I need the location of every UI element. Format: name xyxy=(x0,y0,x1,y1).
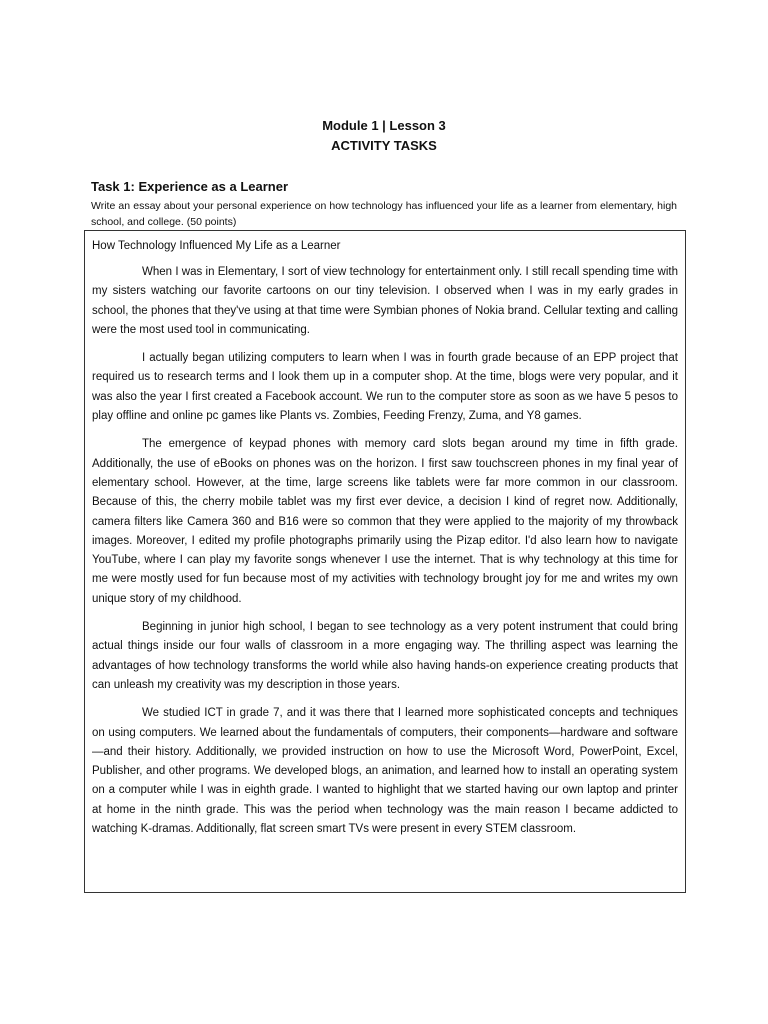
document-header xyxy=(0,116,768,156)
task-section xyxy=(91,179,677,230)
essay-paragraph-4: Beginning in junior high school, I began to see technology as a very potent instrument that could bring actual things inside our four walls of classroom in a more engaging way. The thrilling aspect was learning the advantages of how technology transforms the world while also having hands-on experience creating products that can unleash my creativity was my description in those years. xyxy=(92,621,678,691)
essay-paragraph-2: I actually began utilizing computers to learn when I was in fourth grade because of an EPP project that required us to research terms and I look them up in a computer shop. At the time, blogs were very popular, and it was also the year I first created a Facebook account. We run to the computer store as soon as we have 5 pesos to play offline and online pc games like Plants vs. Zombies, Feeding Frenzy, Zuma, and Y8 games. xyxy=(92,352,678,423)
module-lesson-heading: Module 1 | Lesson 3 xyxy=(322,118,446,133)
essay-title: How Technology Influenced My Life as a Learner xyxy=(92,240,341,252)
essay-box xyxy=(84,230,686,893)
essay-paragraph-1: When I was in Elementary, I sort of view technology for entertainment only. I still recall spending time with my sisters watching our favorite cartoons on our tiny television. I observed when I was in my early grades in school, the phones that they've using at that time were Symbian phones of Nokia brand. Cellular texting and calling were the most used tool in communicating. xyxy=(92,266,678,336)
task-title: Task 1: Experience as a Learner xyxy=(91,179,289,194)
task-instructions: Write an essay about your personal experience on how technology has influenced your life as a learner from elementary, high school, and college. (50 points) xyxy=(91,200,677,228)
essay-paragraph-3: The emergence of keypad phones with memory card slots began around my time in fifth grade. Additionally, the use of eBooks on phones was on the horizon. I first saw touchscreen phones in my final year of elementary school. However, at the time, large screens like tablets were far more common in our classroom. Because of this, the cherry mobile tablet was my first ever device, a decision I kind of regret now. Additionally, camera filters like Camera 360 and B16 were so common that they were applied to the majority of my throwback images. Moreover, I edited my profile photographs primarily using the Pizap editor. I'd also learn how to navigate YouTube, where I can play my favorite songs whenever I use the internet. That is why technology at this time for me were mostly used for fun because most of my activities with technology brought joy for me and writes my own unique story of my childhood. xyxy=(92,438,678,605)
activity-tasks-heading: ACTIVITY TASKS xyxy=(331,138,437,153)
essay-paragraph-5: We studied ICT in grade 7, and it was there that I learned more sophisticated concepts and techniques on using computers. We learned about the fundamentals of computers, their components—hardware and software—and their history. Additionally, we provided instruction on how to use the Microsoft Word, PowerPoint, Excel, Publisher, and other programs. We developed blogs, an animation, and learned how to install an operating system on a computer while I was in eighth grade. I wanted to highlight that we started having our own laptop and printer at home in the ninth grade. This was the period when technology was the main reason I became addicted to watching K-dramas. Additionally, flat screen smart TVs were present in every STEM classroom. xyxy=(92,707,678,836)
